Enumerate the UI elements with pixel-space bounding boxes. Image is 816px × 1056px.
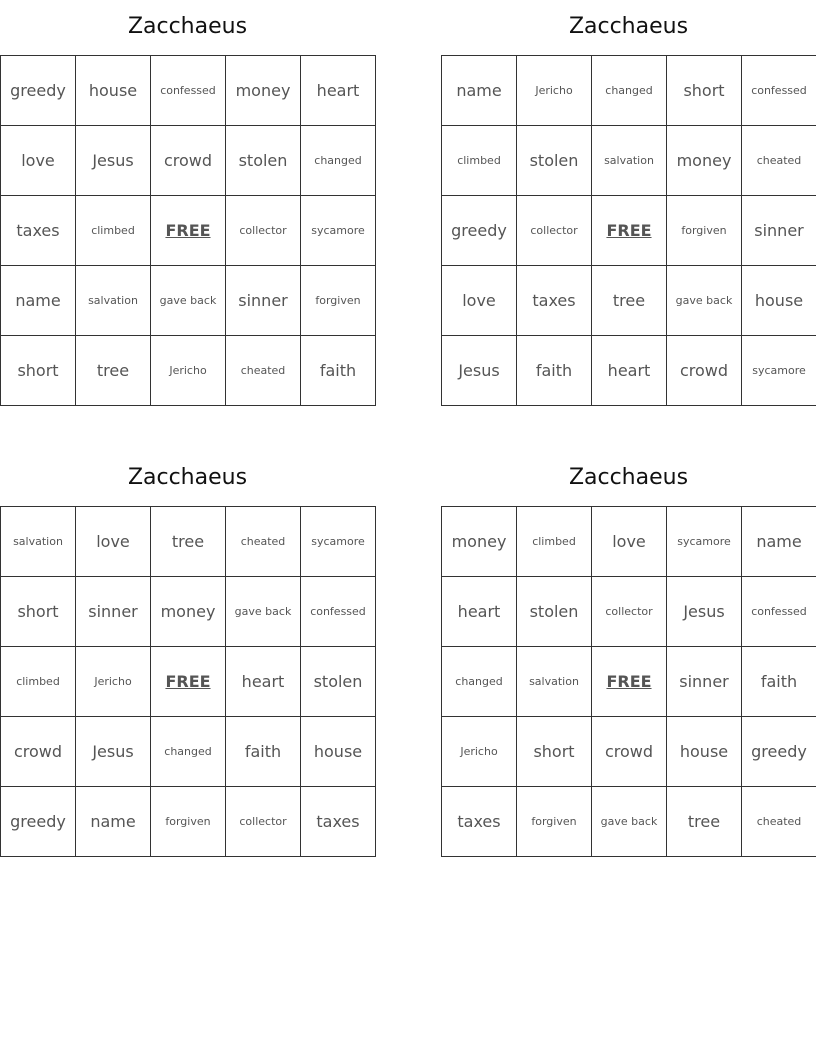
bingo-cell: changed xyxy=(301,126,376,196)
bingo-cell: cheated xyxy=(226,507,301,577)
grid-row xyxy=(1,717,376,787)
bingo-cell: sinner xyxy=(667,647,742,717)
bingo-cell: taxes xyxy=(301,787,376,857)
bingo-cell: love xyxy=(76,507,151,577)
bingo-cell: money xyxy=(442,507,517,577)
card-title: Zacchaeus xyxy=(127,465,248,490)
bingo-cell: forgiven xyxy=(667,196,742,266)
bingo-cell: stolen xyxy=(301,647,376,717)
free-cell: FREE xyxy=(151,196,226,266)
grid-row xyxy=(442,126,816,196)
bingo-cell: crowd xyxy=(667,336,742,406)
grid-row xyxy=(1,266,376,336)
bingo-cell: greedy xyxy=(742,717,816,787)
bingo-cell: stolen xyxy=(226,126,301,196)
bingo-cell: Jericho xyxy=(442,717,517,787)
bingo-cell: greedy xyxy=(1,787,76,857)
bingo-cell: love xyxy=(442,266,517,336)
grid-row xyxy=(1,647,376,717)
grid-row xyxy=(442,717,816,787)
bingo-cell: short xyxy=(667,56,742,126)
card-title: Zacchaeus xyxy=(127,14,248,39)
bingo-cell: short xyxy=(1,577,76,647)
bingo-cell: crowd xyxy=(1,717,76,787)
bingo-grid xyxy=(441,506,816,857)
bingo-grid xyxy=(441,55,816,406)
bingo-cell: climbed xyxy=(1,647,76,717)
bingo-cell: money xyxy=(667,126,742,196)
bingo-cell: Jesus xyxy=(442,336,517,406)
bingo-cell: faith xyxy=(226,717,301,787)
bingo-cell: short xyxy=(1,336,76,406)
bingo-cell: tree xyxy=(667,787,742,857)
bingo-cell: climbed xyxy=(442,126,517,196)
bingo-cell: taxes xyxy=(442,787,517,857)
grid-row xyxy=(442,787,816,857)
grid-row xyxy=(1,336,376,406)
bingo-cell: heart xyxy=(442,577,517,647)
bingo-cell: Jesus xyxy=(76,717,151,787)
bingo-cell: faith xyxy=(301,336,376,406)
bingo-cell: stolen xyxy=(517,577,592,647)
grid-row xyxy=(1,507,376,577)
card-title: Zacchaeus xyxy=(568,465,689,490)
bingo-cell: faith xyxy=(742,647,816,717)
bingo-cell: collector xyxy=(517,196,592,266)
card-title: Zacchaeus xyxy=(568,14,689,39)
bingo-cell: Jesus xyxy=(76,126,151,196)
bingo-cell: sycamore xyxy=(667,507,742,577)
grid-row xyxy=(442,336,816,406)
bingo-cell: taxes xyxy=(517,266,592,336)
bingo-cell: confessed xyxy=(742,577,816,647)
free-cell: FREE xyxy=(151,647,226,717)
bingo-cell: faith xyxy=(517,336,592,406)
bingo-cell: house xyxy=(667,717,742,787)
bingo-cell: love xyxy=(1,126,76,196)
bingo-cell: salvation xyxy=(517,647,592,717)
bingo-cell: stolen xyxy=(517,126,592,196)
free-cell: FREE xyxy=(592,647,667,717)
bingo-cell: short xyxy=(517,717,592,787)
bingo-cell: Jericho xyxy=(76,647,151,717)
bingo-cell: heart xyxy=(592,336,667,406)
grid-row xyxy=(1,126,376,196)
grid-row xyxy=(1,196,376,266)
bingo-cell: tree xyxy=(592,266,667,336)
bingo-cell: salvation xyxy=(1,507,76,577)
free-cell: FREE xyxy=(592,196,667,266)
bingo-cell: gave back xyxy=(226,577,301,647)
bingo-cell: house xyxy=(301,717,376,787)
bingo-cell: money xyxy=(151,577,226,647)
bingo-cell: crowd xyxy=(151,126,226,196)
bingo-grid xyxy=(0,55,376,406)
bingo-cell: changed xyxy=(442,647,517,717)
bingo-cell: money xyxy=(226,56,301,126)
bingo-cell: climbed xyxy=(76,196,151,266)
bingo-cell: Jericho xyxy=(151,336,226,406)
bingo-cell: collector xyxy=(226,196,301,266)
bingo-cell: sycamore xyxy=(742,336,816,406)
bingo-cell: heart xyxy=(226,647,301,717)
grid-row xyxy=(1,787,376,857)
bingo-cell: tree xyxy=(151,507,226,577)
bingo-cell: gave back xyxy=(667,266,742,336)
bingo-cell: sinner xyxy=(76,577,151,647)
bingo-cell: confessed xyxy=(742,56,816,126)
bingo-cell: name xyxy=(442,56,517,126)
bingo-cell: collector xyxy=(592,577,667,647)
bingo-cell: collector xyxy=(226,787,301,857)
bingo-cell: forgiven xyxy=(151,787,226,857)
bingo-cell: Jesus xyxy=(667,577,742,647)
bingo-cell: changed xyxy=(592,56,667,126)
grid-row xyxy=(442,507,816,577)
grid-row xyxy=(442,647,816,717)
bingo-cell: sycamore xyxy=(301,196,376,266)
bingo-cell: greedy xyxy=(1,56,76,126)
grid-row xyxy=(442,196,816,266)
grid-row xyxy=(442,577,816,647)
grid-row xyxy=(1,577,376,647)
bingo-cell: gave back xyxy=(592,787,667,857)
bingo-cell: sycamore xyxy=(301,507,376,577)
bingo-cell: confessed xyxy=(151,56,226,126)
bingo-cell: love xyxy=(592,507,667,577)
bingo-cell: salvation xyxy=(592,126,667,196)
bingo-cell: name xyxy=(76,787,151,857)
bingo-grid xyxy=(0,506,376,857)
bingo-cell: crowd xyxy=(592,717,667,787)
bingo-cell: house xyxy=(76,56,151,126)
bingo-cell: Jericho xyxy=(517,56,592,126)
bingo-cell: confessed xyxy=(301,577,376,647)
bingo-cell: tree xyxy=(76,336,151,406)
grid-row xyxy=(1,56,376,126)
bingo-cell: salvation xyxy=(76,266,151,336)
bingo-cell: heart xyxy=(301,56,376,126)
bingo-cell: house xyxy=(742,266,816,336)
grid-row xyxy=(442,56,816,126)
bingo-cell: gave back xyxy=(151,266,226,336)
bingo-cell: sinner xyxy=(226,266,301,336)
bingo-cell: cheated xyxy=(742,787,816,857)
bingo-cell: forgiven xyxy=(301,266,376,336)
bingo-cell: taxes xyxy=(1,196,76,266)
bingo-cell: cheated xyxy=(226,336,301,406)
bingo-cell: sinner xyxy=(742,196,816,266)
bingo-cell: name xyxy=(1,266,76,336)
bingo-cell: climbed xyxy=(517,507,592,577)
grid-row xyxy=(442,266,816,336)
bingo-cell: greedy xyxy=(442,196,517,266)
bingo-cell: forgiven xyxy=(517,787,592,857)
bingo-cell: changed xyxy=(151,717,226,787)
bingo-cell: name xyxy=(742,507,816,577)
bingo-cell: cheated xyxy=(742,126,816,196)
